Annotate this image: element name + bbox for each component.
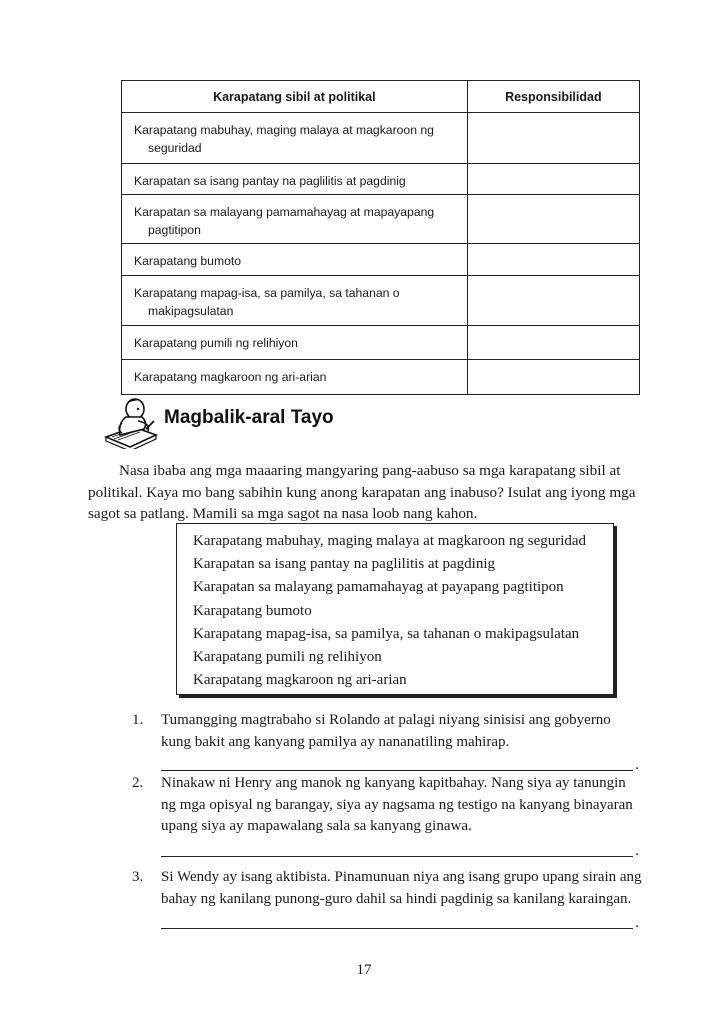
row-right-label: Karapatang mabuhay, maging malaya at magkaroon ng seguridad (134, 123, 434, 155)
table-row (122, 276, 640, 326)
table-row (122, 195, 640, 244)
question-number: 3. (132, 869, 144, 885)
section-heading (104, 393, 444, 453)
choice-item: Karapatang mabuhay, maging malaya at magkaroon ng seguridad (193, 533, 587, 549)
student-writing-icon (104, 393, 162, 449)
section-title: Magbalik-aral Tayo (164, 407, 334, 428)
responsibility-cell[interactable] (467, 244, 639, 276)
question-text: Tumangging magtrabaho si Rolando at palagi niyang sinisisi ang gobyerno kung bakit ang kanyang pamilya ay nananatiling mahirap. (161, 712, 611, 750)
row-right-label: Karapatang pumili ng relihiyon (134, 336, 298, 350)
row-right-label: Karapatang mapag-isa, sa pamilya, sa tahanan o makipagsulatan (134, 286, 400, 318)
question-item (122, 773, 642, 867)
header-responsibility: Responsibilidad (467, 81, 639, 113)
responsibility-cell[interactable] (467, 195, 639, 244)
answer-choices-box (176, 523, 614, 695)
responsibility-cell[interactable] (467, 113, 639, 164)
header-rights: Karapatang sibil at politikal (122, 81, 468, 113)
responsibility-cell[interactable] (467, 164, 639, 195)
table-row (122, 326, 640, 360)
row-right-label: Karapatan sa malayang pamamahayag at mapayapang pagtitipon (134, 205, 435, 237)
choice-item: Karapatang magkaroon ng ari-arian (193, 672, 407, 689)
question-item (122, 710, 642, 773)
row-right-label: Karapatan sa isang pantay na paglilitis at pagdinig (134, 174, 406, 188)
rights-responsibility-table (121, 80, 640, 395)
answer-blank[interactable] (161, 756, 633, 771)
table-row (122, 113, 640, 164)
responsibility-cell[interactable] (467, 360, 639, 395)
table-row (122, 244, 640, 276)
row-right-label: Karapatang bumoto (134, 254, 242, 268)
table-row (122, 360, 640, 395)
question-number: 2. (132, 775, 144, 791)
choice-item: Karapatang mapag-isa, sa pamilya, sa tahanan o makipagsulatan (193, 625, 580, 642)
intro-paragraph: Nasa ibaba ang mga maaaring mangyaring pang-aabuso sa mga karapatang sibil at politikal. Kaya mo bang sabihin kung anong karapatan ang inabuso? Isulat ang iyong mga sagot sa patlang. Mamili sa mga sagot na nasa loob nang kahon. (88, 462, 636, 522)
choice-item: Karapatan sa malayang pamamahayag at payapang pagtitipon (193, 579, 564, 596)
question-item (122, 867, 642, 953)
question-number: 1. (132, 712, 144, 728)
answer-blank[interactable] (161, 914, 633, 929)
responsibility-cell[interactable] (467, 276, 639, 326)
question-text: Si Wendy ay isang aktibista. Pinamunuan niya ang isang grupo upang sirain ang bahay ng kanilang punong-guro dahil sa hindi pagdinig sa kanilang karaingan. (161, 869, 642, 907)
responsibility-cell[interactable] (467, 326, 639, 360)
choice-item: Karapatan sa isang pantay na paglilitis at pagdinig (193, 556, 495, 573)
choice-item: Karapatang pumili ng relihiyon (193, 649, 382, 666)
answer-blank[interactable] (161, 842, 633, 857)
row-right-label: Karapatang magkaroon ng ari-arian (134, 370, 327, 384)
choice-item: Karapatang bumoto (193, 602, 312, 619)
table-header-row (122, 81, 640, 113)
question-text: Ninakaw ni Henry ang manok ng kanyang kapitbahay. Nang siya ay tanungin ng mga opisyal ng barangay, siya ay nagsama ng testigo na kanyang binayaran upang siya ay mapawalang sala sa kanyang ginawa. (161, 775, 633, 834)
page-number: 17 (356, 962, 372, 978)
question-list (122, 710, 642, 953)
table-row (122, 164, 640, 195)
